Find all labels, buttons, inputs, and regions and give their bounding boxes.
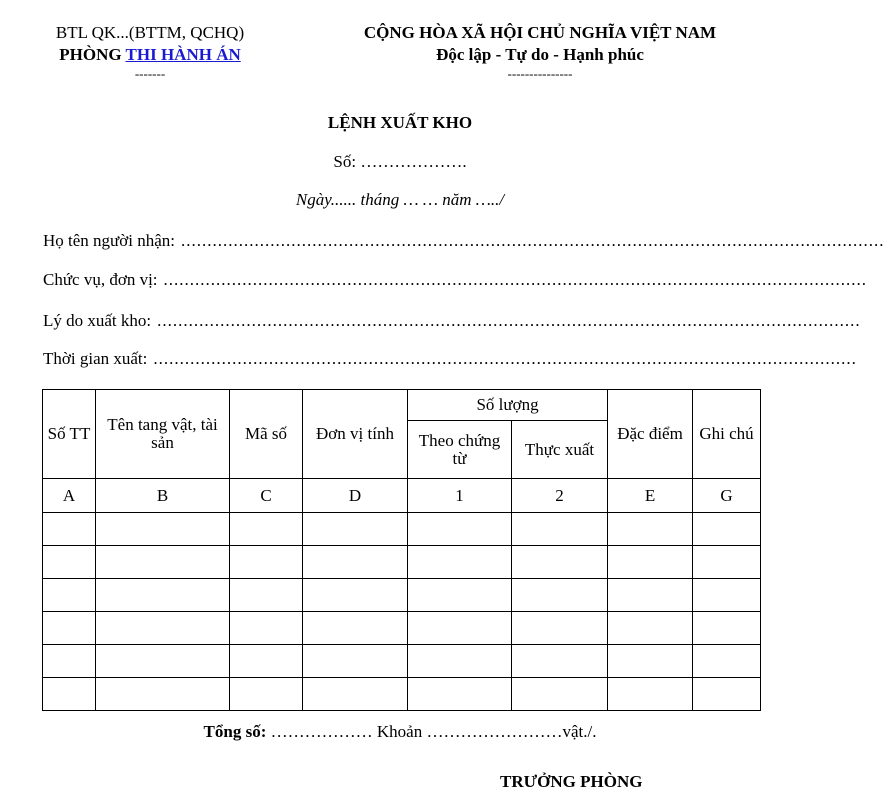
field-label: Lý do xuất kho:	[43, 311, 152, 330]
header-stt: Số TT	[43, 390, 96, 479]
table-cell[interactable]	[512, 546, 608, 579]
total-label: Tổng số:	[203, 722, 267, 741]
table-cell[interactable]	[608, 678, 693, 711]
items-table	[42, 389, 761, 711]
table-cell[interactable]	[408, 513, 512, 546]
header-code: Mã số	[230, 390, 303, 479]
table-cell[interactable]	[408, 546, 512, 579]
table-cell[interactable]	[96, 579, 230, 612]
table-cell[interactable]	[43, 513, 96, 546]
header-feature: Đặc điểm	[608, 390, 693, 479]
table-cell[interactable]	[408, 678, 512, 711]
table-row	[43, 678, 761, 711]
header-by-document: Theo chứng từ	[408, 421, 512, 479]
table-cell[interactable]	[408, 612, 512, 645]
header-item-name: Tên tang vật, tài sản	[96, 390, 230, 479]
table-row	[43, 579, 761, 612]
table-cell[interactable]	[43, 546, 96, 579]
table-cell[interactable]	[230, 579, 303, 612]
table-cell[interactable]	[408, 645, 512, 678]
table-cell[interactable]	[608, 546, 693, 579]
table-cell[interactable]	[512, 678, 608, 711]
table-cell[interactable]	[96, 645, 230, 678]
document-number: Số: ……………….	[333, 152, 467, 171]
column-code: C	[230, 479, 303, 513]
document-date: Ngày...... tháng … … năm …../	[295, 190, 505, 209]
organization-name: BTL QK...(BTTM, QCHQ)	[55, 23, 245, 42]
column-code: 2	[512, 479, 608, 513]
table-cell[interactable]	[512, 513, 608, 546]
table-cell[interactable]	[303, 612, 408, 645]
department-prefix: PHÒNG	[59, 45, 126, 64]
table-cell[interactable]	[303, 579, 408, 612]
column-code: D	[303, 479, 408, 513]
column-code: G	[693, 479, 761, 513]
department-link[interactable]: THI HÀNH ÁN	[125, 45, 241, 64]
column-code: B	[96, 479, 230, 513]
table-cell[interactable]	[230, 678, 303, 711]
column-code: A	[43, 479, 96, 513]
field-position-unit	[43, 270, 868, 294]
column-code-row	[43, 479, 761, 513]
table-cell[interactable]	[693, 612, 761, 645]
table-cell[interactable]	[43, 645, 96, 678]
field-label: Thời gian xuất:	[43, 349, 148, 368]
table-cell[interactable]	[303, 546, 408, 579]
national-title: CỘNG HÒA XÃ HỘI CHỦ NGHĨA VIỆT NAM	[363, 23, 717, 42]
table-cell[interactable]	[96, 612, 230, 645]
table-cell[interactable]	[512, 579, 608, 612]
header-quantity: Số lượng	[408, 390, 608, 421]
field-dots: ......................................................................................................................................	[163, 270, 868, 289]
field-label: Họ tên người nhận:	[43, 231, 175, 250]
organization-rule: -------	[134, 66, 166, 81]
table-cell[interactable]	[96, 513, 230, 546]
field-dots: ......................................................................................................................................	[181, 231, 885, 250]
table-cell[interactable]	[693, 678, 761, 711]
field-recipient-name	[43, 231, 885, 255]
department-name	[30, 45, 270, 65]
column-code: 1	[408, 479, 512, 513]
table-cell[interactable]	[693, 546, 761, 579]
header-unit: Đơn vị tính	[303, 390, 408, 479]
table-cell[interactable]	[43, 612, 96, 645]
table-cell[interactable]	[230, 546, 303, 579]
table-cell[interactable]	[608, 579, 693, 612]
table-cell[interactable]	[608, 513, 693, 546]
total-rest: ……………… Khoản ……………………vật./.	[266, 722, 597, 741]
document-title: LỆNH XUẤT KHO	[327, 113, 473, 132]
table-row	[43, 546, 761, 579]
table-cell[interactable]	[608, 645, 693, 678]
table-cell[interactable]	[43, 579, 96, 612]
table-cell[interactable]	[512, 612, 608, 645]
header-note: Ghi chú	[693, 390, 761, 479]
total-line	[0, 722, 800, 742]
table-cell[interactable]	[693, 513, 761, 546]
field-dots: ......................................................................................................................................	[157, 311, 861, 330]
table-cell[interactable]	[230, 513, 303, 546]
field-export-time	[43, 349, 857, 373]
table-cell[interactable]	[693, 579, 761, 612]
table-row	[43, 612, 761, 645]
header-actual: Thực xuất	[512, 421, 608, 479]
table-cell[interactable]	[96, 546, 230, 579]
table-cell[interactable]	[608, 612, 693, 645]
table-cell[interactable]	[303, 645, 408, 678]
table-cell[interactable]	[693, 645, 761, 678]
field-export-reason	[43, 311, 861, 335]
table-row	[43, 645, 761, 678]
table-cell[interactable]	[408, 579, 512, 612]
table-cell[interactable]	[230, 612, 303, 645]
table-cell[interactable]	[43, 678, 96, 711]
table-cell[interactable]	[512, 645, 608, 678]
field-label: Chức vụ, đơn vị:	[43, 270, 158, 289]
table-cell[interactable]	[303, 513, 408, 546]
national-motto: Độc lập - Tự do - Hạnh phúc	[436, 45, 644, 64]
motto-rule: ---------------	[507, 66, 573, 81]
table-cell[interactable]	[303, 678, 408, 711]
field-dots: ......................................................................................................................................	[153, 349, 857, 368]
table-cell[interactable]	[230, 645, 303, 678]
column-code: E	[608, 479, 693, 513]
table-row	[43, 513, 761, 546]
table-cell[interactable]	[96, 678, 230, 711]
signatory-title: TRƯỞNG PHÒNG	[500, 772, 643, 791]
